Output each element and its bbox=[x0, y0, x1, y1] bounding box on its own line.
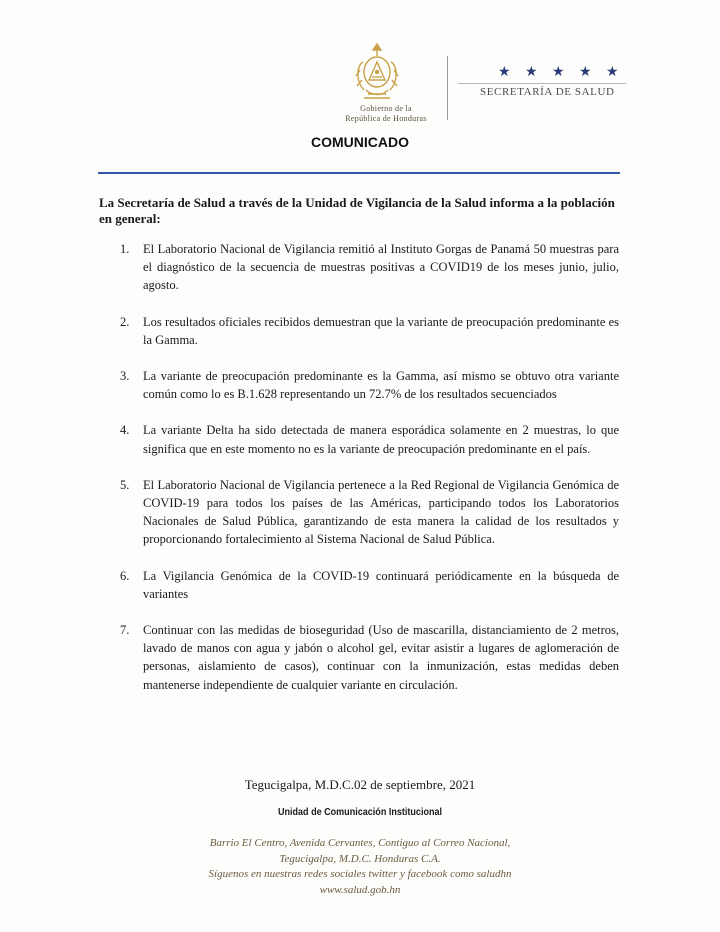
item-text: El Laboratorio Nacional de Vigilancia pertenece a la Red Regional de Vigilancia Genómica de COVID-19 para todos los países de las Américas, participando todos los Laboratorios Nacionales de Salud Pública, garantizando de esta manera la calidad de los resultados y proporcionando fortalecimiento al Sistema Nacional de Salud Pública. bbox=[143, 477, 619, 547]
footer-address-line-1: Barrio El Centro, Avenida Cervantes, Contiguo al Correo Nacional, bbox=[209, 837, 511, 849]
footer-address-line-2: Tegucigalpa, M.D.C. Honduras C.A. bbox=[279, 852, 441, 865]
item-text: La variante de preocupación predominante es la Gamma, así mismo se obtuvo otra variante común como lo es B.1.628 representando un 72.7% de los resultados secuenciados bbox=[143, 369, 619, 402]
list-item bbox=[99, 621, 619, 694]
ministry-rule bbox=[458, 83, 626, 84]
item-number: 2. bbox=[120, 314, 130, 329]
letterhead bbox=[0, 0, 720, 130]
ministry-stars-icon: ★ ★ ★ ★ ★ bbox=[498, 64, 624, 80]
footer-social-line: Síguenos en nuestras redes sociales twitter y facebook como saludhn bbox=[208, 868, 512, 880]
item-text: El Laboratorio Nacional de Vigilancia remitió al Instituto Gorgas de Panamá 50 muestras para el diagnóstico de la secuencia de muestras positivas a COVID19 de los meses junio, julio, agosto. bbox=[143, 242, 619, 293]
document-title: COMUNICADO bbox=[311, 134, 409, 150]
item-number: 3. bbox=[120, 369, 130, 384]
ministry-name: SECRETARÍA DE SALUD bbox=[480, 86, 615, 98]
footer bbox=[0, 836, 720, 898]
list-item bbox=[99, 421, 619, 457]
item-number: 5. bbox=[120, 477, 130, 492]
item-text: Continuar con las medidas de bioseguridad (Uso de mascarilla, distanciamiento de 2 metros, lavado de manos con agua y jabón o alcohol gel, evitar asistir a lugares de aglomeración de personas, aislamiento de casos), continuar con la inmunización, estas medidas deben mantenerse independiente de cualquier variante en circulación. bbox=[143, 623, 619, 692]
list-item bbox=[99, 240, 619, 295]
intro-paragraph: La Secretaría de Salud a través de la Unidad de Vigilancia de la Salud informa a la población en general: bbox=[99, 195, 615, 226]
item-text: La Vigilancia Genómica de la COVID-19 continuará periódicamente en la búsqueda de variantes bbox=[143, 568, 619, 601]
government-line-2: República de Honduras bbox=[345, 114, 427, 123]
list-item bbox=[99, 567, 619, 603]
header-divider bbox=[447, 56, 448, 120]
honduras-coat-of-arms-icon bbox=[352, 40, 402, 102]
item-number: 7. bbox=[120, 623, 130, 638]
government-line-1: Gobierno de la bbox=[360, 104, 412, 113]
announcement-list bbox=[99, 240, 619, 694]
item-text: La variante Delta ha sido detectada de manera esporádica solamente en 2 muestras, lo que significa que en este momento no es la variante de preocupación predominante en el país. bbox=[143, 423, 619, 456]
government-name bbox=[334, 104, 438, 124]
item-text: Los resultados oficiales recibidos demuestran que la variante de preocupación predominante es la Gamma. bbox=[143, 314, 619, 347]
date-line: Tegucigalpa, M.D.C.02 de septiembre, 2021 bbox=[244, 777, 476, 792]
title-divider bbox=[98, 172, 620, 174]
issuing-unit: Unidad de Comunicación Institucional bbox=[277, 806, 443, 818]
list-item bbox=[99, 367, 619, 403]
footer-website: www.salud.gob.hn bbox=[319, 883, 401, 896]
item-number: 6. bbox=[120, 568, 130, 583]
list-item bbox=[99, 476, 619, 549]
list-item bbox=[99, 313, 619, 349]
item-number: 4. bbox=[120, 423, 130, 438]
item-number: 1. bbox=[120, 242, 130, 256]
